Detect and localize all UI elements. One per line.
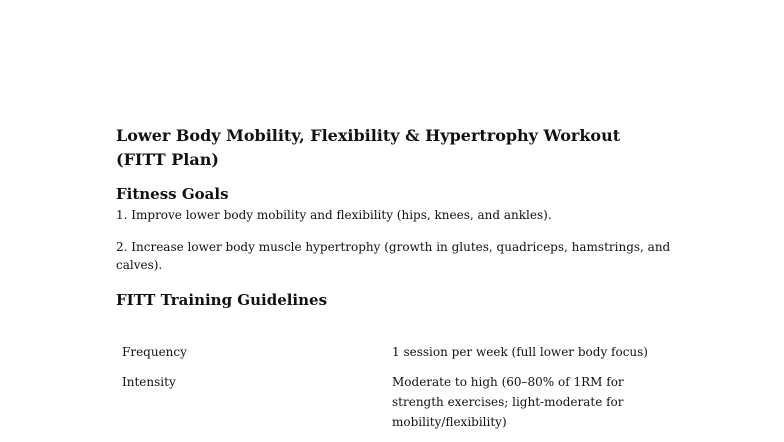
fitt-guidelines-table (116, 342, 676, 442)
fitt-row-value: 1 session per week (full lower body focus) (392, 345, 648, 359)
fitt-row-label: Frequency (122, 345, 187, 359)
fitness-goals-heading: Fitness Goals (116, 185, 229, 203)
fitness-goal-item: 1. Improve lower body mobility and flexibility (hips, knees, and ankles). (116, 208, 552, 222)
document-title: Lower Body Mobility, Flexibility & Hypertrophy Workout (FITT Plan) (116, 126, 621, 169)
table-row (116, 342, 676, 362)
fitt-guidelines-heading: FITT Training Guidelines (116, 291, 328, 309)
table-row (116, 372, 676, 432)
fitt-row-value: Moderate to high (60–80% of 1RM for strength exercises; light-moderate for mobility/flexibility) (392, 375, 624, 429)
fitness-goal-item: 2. Increase lower body muscle hypertrophy (growth in glutes, quadriceps, hamstrings, and calves). (116, 240, 671, 272)
fitt-row-label: Intensity (122, 375, 176, 389)
